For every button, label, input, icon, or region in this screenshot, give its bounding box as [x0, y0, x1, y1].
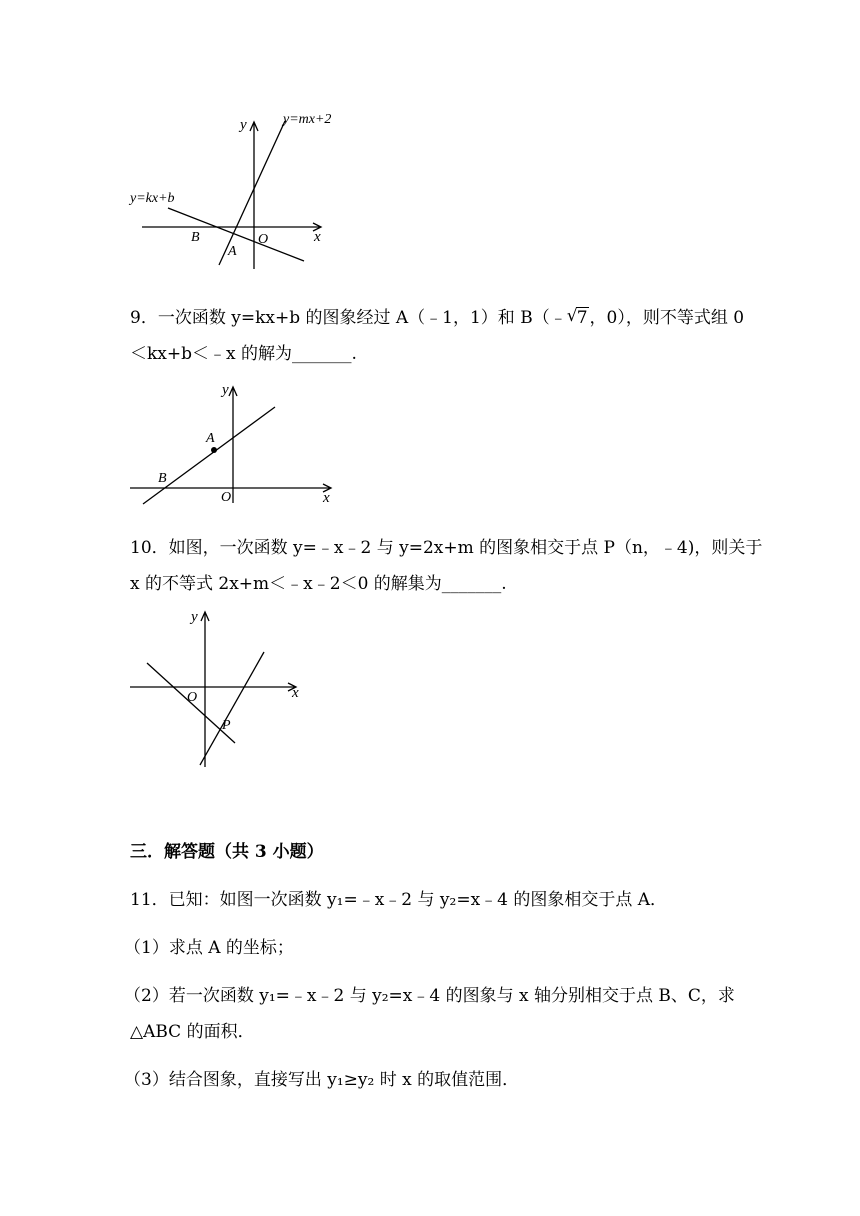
label-point-B: B — [191, 230, 200, 245]
q9-line-2: ＜kx+b＜﹣x 的解为_______. — [130, 344, 357, 364]
section-3-title: 三．解答题（共 3 小题） — [130, 842, 324, 862]
label-y: y — [240, 117, 247, 133]
label-x: x — [292, 685, 299, 701]
line-through-A-B — [143, 407, 275, 504]
q11-part-2-line-1: （2）若一次函数 y₁=﹣x﹣2 与 y₂=x﹣4 的图象与 x 轴分别相交于点 B、C，求 — [124, 986, 735, 1006]
q11-part-3: （3）结合图象，直接写出 y₁≥y₂ 时 x 的取值范围． — [124, 1070, 520, 1090]
label-y: y — [191, 609, 198, 625]
figure-q9-graph — [125, 378, 345, 508]
label-point-P: P — [222, 718, 231, 733]
figure-q10-graph — [125, 605, 315, 775]
label-origin: O — [187, 690, 198, 705]
line-2x-plus-m — [200, 652, 264, 765]
figure-q8-graph — [120, 105, 350, 280]
label-point-B: B — [158, 471, 167, 486]
q11-part-1: （1）求点 A 的坐标； — [124, 938, 294, 958]
q9-line-1: 9．一次函数 y=kx+b 的图象经过 A（﹣1，1）和 B（﹣ √ 7 ，0），则不等式组 0 — [130, 306, 745, 328]
label-origin: O — [258, 232, 269, 247]
label-x: x — [314, 229, 321, 245]
label-line-m: y=mx+2 — [283, 112, 332, 127]
label-x: x — [323, 490, 330, 506]
label-point-A: A — [206, 431, 215, 446]
label-origin: O — [221, 490, 232, 505]
question-9 — [130, 308, 744, 364]
q10-line-1: 10．如图，一次函数 y=﹣x﹣2 与 y=2x+m 的图象相交于点 P（n，﹣4)，则关于 — [130, 538, 763, 558]
q11-stem: 11．已知：如图一次函数 y₁=﹣x﹣2 与 y₂=x﹣4 的图象相交于点 A． — [130, 890, 668, 910]
label-line-k: y=kx+b — [130, 191, 175, 206]
question-10 — [130, 538, 762, 594]
label-point-A: A — [228, 244, 237, 259]
point-A — [211, 447, 217, 453]
q11-part-2-line-2: △ABC 的面积． — [130, 1022, 255, 1042]
radical-sign: √ — [566, 306, 578, 326]
label-y: y — [222, 382, 229, 398]
q10-line-2: x 的不等式 2x+m＜﹣x﹣2＜0 的解集为_______. — [130, 574, 507, 594]
sqrt-expression: √ 7 — [566, 306, 588, 328]
